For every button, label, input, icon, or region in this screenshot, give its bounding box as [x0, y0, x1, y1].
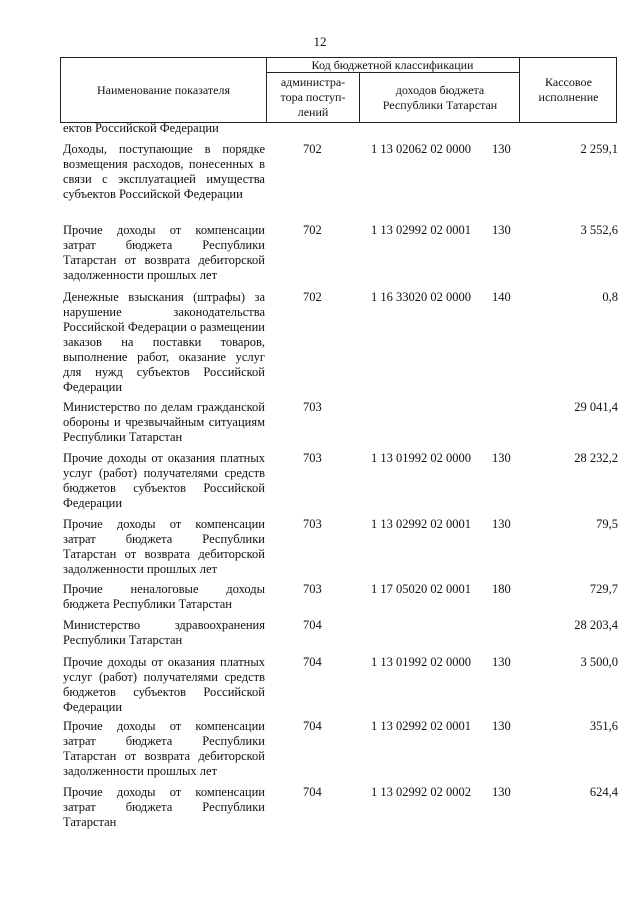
row-income-code: 1 17 05020 02 0001: [371, 582, 471, 596]
page-number: 12: [313, 34, 327, 49]
row-income-code: 1 16 33020 02 0000: [371, 290, 471, 304]
row-name: Прочие доходы от компенсации затрат бюджета Республики Татарстан от возврата дебиторской задолженности прошлых лет: [63, 719, 265, 778]
header-name: Наименование показателя: [97, 83, 230, 97]
row-kosgu: 130: [492, 451, 511, 465]
row-income-code: 1 13 02992 02 0001: [371, 719, 471, 733]
row-admin-code: 703: [303, 400, 322, 414]
row-amount: 2 259,1: [580, 142, 618, 156]
row-amount: 3 552,6: [580, 223, 618, 237]
row-amount: 624,4: [589, 785, 618, 799]
row-kosgu: 140: [492, 290, 511, 304]
row-kosgu: 130: [492, 517, 511, 531]
row-admin-code: 704: [303, 618, 322, 632]
row-income-code: 1 13 02992 02 0001: [371, 223, 471, 237]
row-name: Прочие доходы от компенсации затрат бюджета Республики Татарстан от возврата дебиторской задолженности прошлых лет: [63, 223, 265, 282]
header-admin: администра- тора поступ- лений: [280, 75, 346, 119]
row-admin-code: 704: [303, 655, 322, 669]
row-amount: 3 500,0: [580, 655, 618, 669]
row-name: Министерство здравоохранения Республики Татарстан: [63, 618, 265, 647]
row-income-code: 1 13 01992 02 0000: [371, 655, 471, 669]
row-admin-code: 704: [303, 785, 322, 799]
row-amount: 79,5: [596, 517, 618, 531]
row-amount: 28 232,2: [574, 451, 618, 465]
row-name: Прочие неналоговые доходы бюджета Республики Татарстан: [63, 582, 265, 611]
row-kosgu: 130: [492, 223, 511, 237]
row-kosgu: 130: [492, 655, 511, 669]
row-amount: 28 203,4: [574, 618, 618, 632]
row-name: Доходы, поступающие в порядке возмещения расходов, понесенных в связи с эксплуатацией имущества субъектов Российской Федерации: [63, 142, 265, 201]
row-amount: 29 041,4: [574, 400, 618, 414]
row-admin-code: 704: [303, 719, 322, 733]
row-name: Денежные взыскания (штрафы) за нарушение законодательства Российской Федерации о размещении заказов на поставки товаров, выполнение работ, оказание услуг для нужд субъектов Российской Федерации: [63, 290, 265, 394]
row-admin-code: 702: [303, 142, 322, 156]
row-admin-code: 702: [303, 290, 322, 304]
row-kosgu: 130: [492, 719, 511, 733]
row-income-code: 1 13 02992 02 0001: [371, 517, 471, 531]
row-kosgu: 130: [492, 142, 511, 156]
row-income-code: 1 13 02062 02 0000: [371, 142, 471, 156]
row-kosgu: 130: [492, 785, 511, 799]
row-admin-code: 703: [303, 582, 322, 596]
table-header: [60, 57, 617, 123]
row-amount: 0,8: [602, 290, 618, 304]
row-name: Прочие доходы от компенсации затрат бюджета Республики Татарстан от возврата дебиторской задолженности прошлых лет: [63, 517, 265, 576]
row-name: Прочие доходы от оказания платных услуг (работ) получателями средств бюджетов субъектов Российской Федерации: [63, 451, 265, 510]
header-cash: Кассовое исполнение: [538, 75, 599, 104]
row-amount: 351,6: [589, 719, 618, 733]
row-amount: 729,7: [589, 582, 618, 596]
row-name: Министерство по делам гражданской обороны и чрезвычайным ситуациям Республики Татарстан: [63, 400, 265, 444]
row-admin-code: 702: [303, 223, 322, 237]
row-admin-code: 703: [303, 451, 322, 465]
row-income-code: 1 13 01992 02 0000: [371, 451, 471, 465]
header-code-group: Код бюджетной классификации: [311, 58, 474, 72]
header-income: доходов бюджета Республики Татарстан: [382, 83, 498, 112]
row-kosgu: 180: [492, 582, 511, 596]
row-name: Прочие доходы от компенсации затрат бюджета Республики Татарстан: [63, 785, 265, 829]
row-name: Прочие доходы от оказания платных услуг (работ) получателями средств бюджетов субъектов Российской Федерации: [63, 655, 265, 714]
row-income-code: 1 13 02992 02 0002: [371, 785, 471, 799]
row-admin-code: 703: [303, 517, 322, 531]
